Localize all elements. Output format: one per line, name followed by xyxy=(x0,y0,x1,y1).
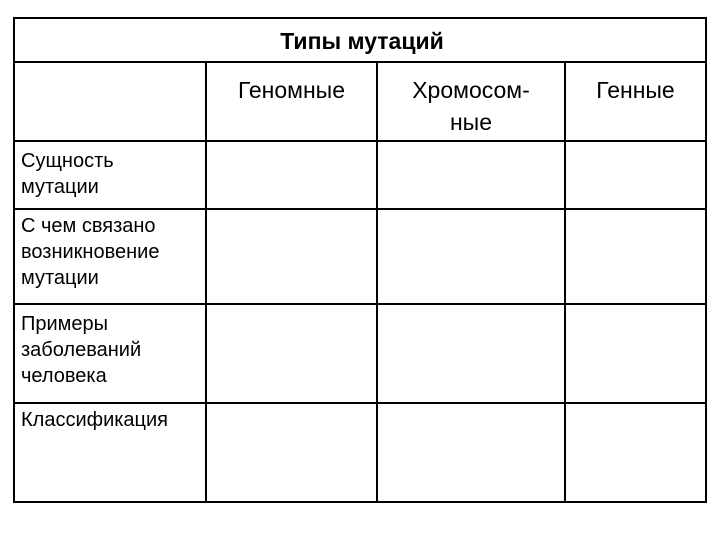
column-header-gene xyxy=(566,74,705,106)
row-header-line: мутации xyxy=(21,176,99,198)
row-header-line: Примеры xyxy=(21,313,109,335)
row-header-line: возникновение xyxy=(21,241,160,263)
row-header-cause xyxy=(21,213,159,291)
column-header-line: ные xyxy=(449,109,493,135)
row-header-line: Сущность xyxy=(21,150,114,172)
row-header-essence xyxy=(21,148,114,200)
row-header-line: мутации xyxy=(21,267,99,289)
column-header-line: Хромосом- xyxy=(412,77,530,103)
column-header-chromosomal xyxy=(378,74,564,138)
row-header-line: Классификация xyxy=(21,409,169,431)
empty-cell-grid xyxy=(207,142,705,501)
table-title: Типы мутаций xyxy=(280,28,444,54)
grid-line-under-title xyxy=(15,61,705,63)
mutation-types-table xyxy=(13,17,707,503)
row-header-classification xyxy=(21,407,168,433)
row-header-line: человека xyxy=(21,365,107,387)
row-header-examples xyxy=(21,311,141,389)
row-header-line: заболеваний xyxy=(21,339,142,361)
column-header-line: Генные xyxy=(596,77,675,103)
column-header-genomic xyxy=(207,74,376,106)
row-header-line: С чем связано xyxy=(21,215,156,237)
column-header-line: Геномные xyxy=(237,77,346,103)
